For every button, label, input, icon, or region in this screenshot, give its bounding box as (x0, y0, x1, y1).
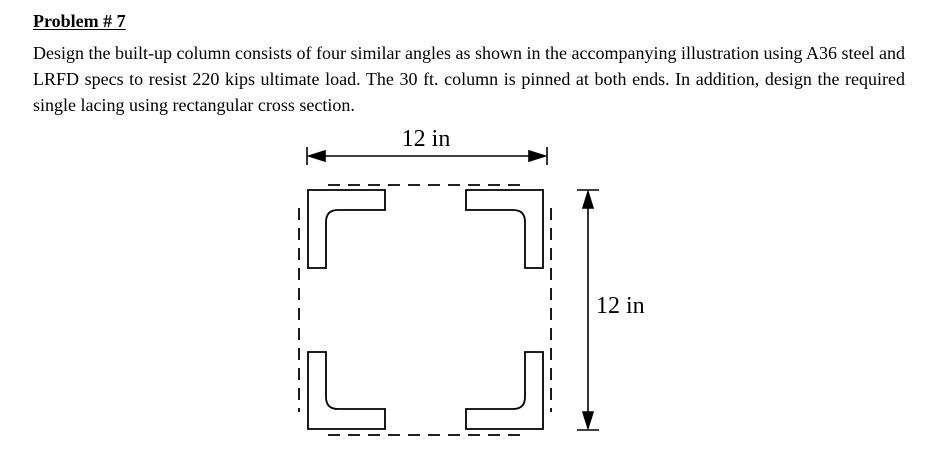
column-outline-dashed (299, 185, 551, 435)
problem-heading: Problem # 7 (33, 11, 126, 31)
height-dim-top-arrowhead (583, 192, 593, 208)
angle-bottom-left (308, 352, 385, 429)
angle-top-right (466, 190, 543, 268)
height-dim-bottom-arrowhead (583, 412, 593, 428)
problem-statement: Design the built-up column consists of four similar angles as shown in the accompanying illustration using A36 steel and LRFD specs to resist 220 kips ultimate load. The 30 ft. column is pinned at both ends. In addition, design the required single lacing using rectangular cross section. (33, 43, 905, 115)
angle-top-left (308, 190, 385, 268)
angle-sections (308, 190, 543, 429)
width-dim-left-arrowhead (309, 151, 325, 161)
angle-bottom-right (466, 352, 543, 429)
width-dim-right-arrowhead (529, 151, 545, 161)
height-dimension-label: 12 in (596, 293, 645, 319)
width-dimension-label: 12 in (401, 126, 451, 152)
